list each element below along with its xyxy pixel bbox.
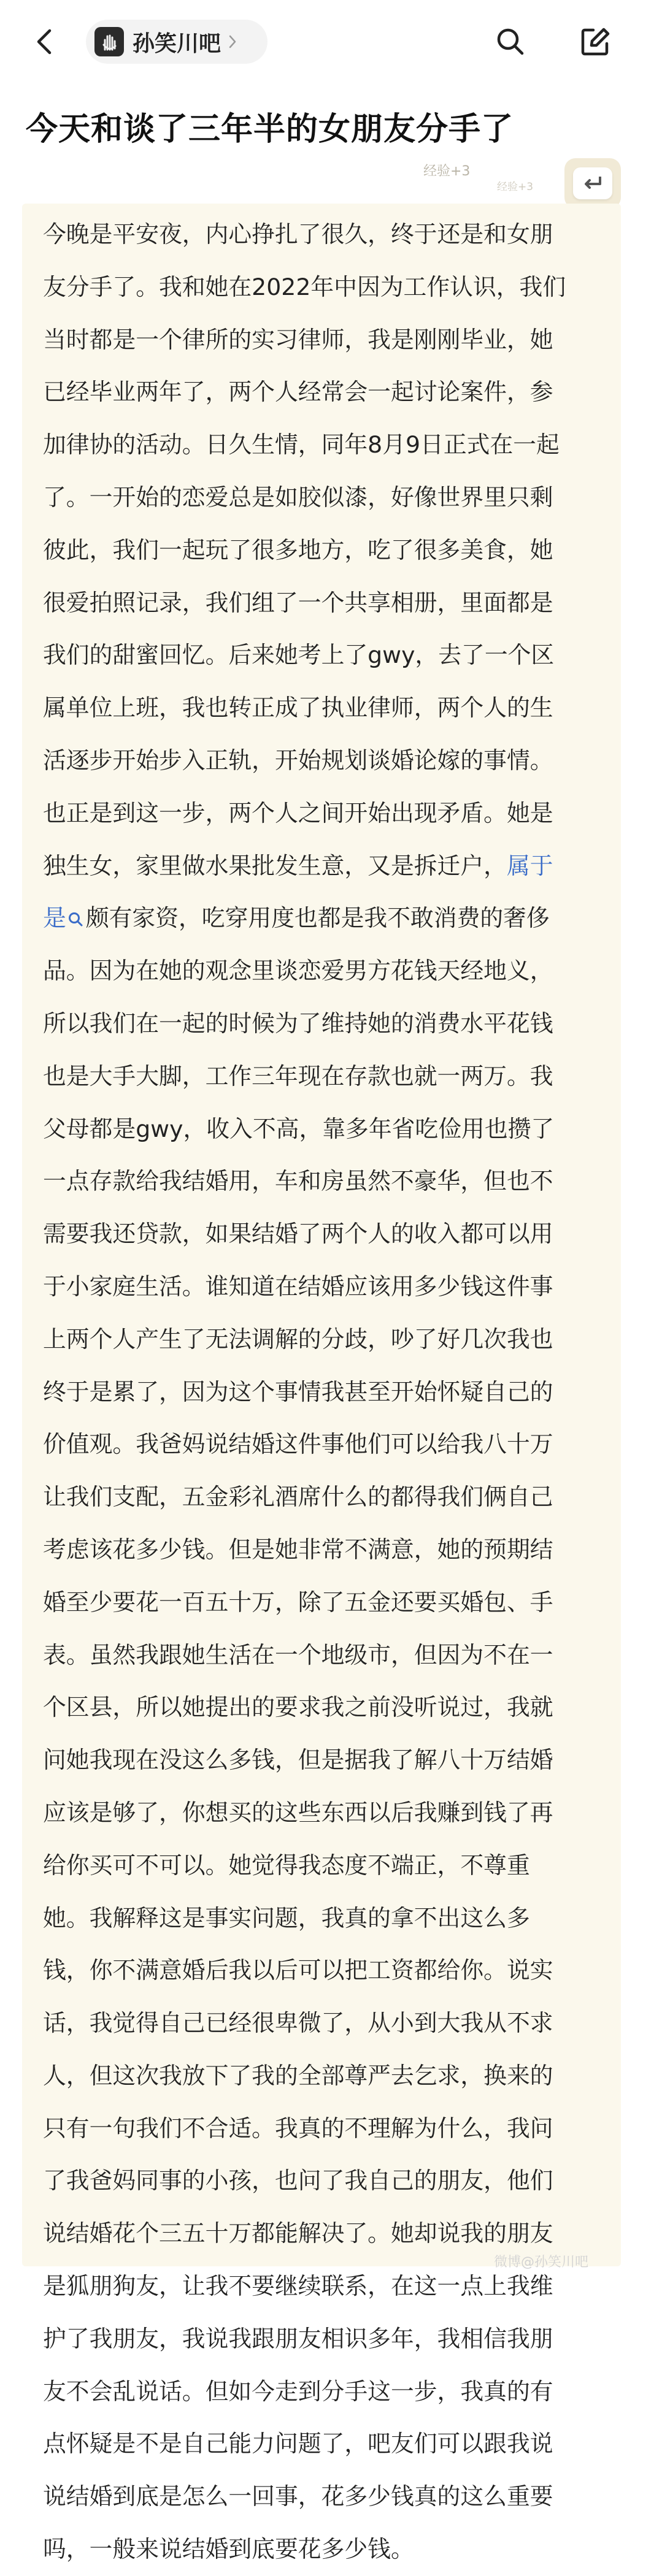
edit-button[interactable]	[575, 22, 615, 61]
forum-entry-button[interactable]	[86, 20, 267, 64]
search-icon	[495, 26, 526, 58]
body-line: 彼此，我们一起玩了很多地方，吃了很多美食，她	[43, 536, 553, 564]
post-title: 今天和谈了三年半的女朋友分手了	[26, 111, 514, 148]
reply-icon-frame	[573, 167, 612, 199]
body-line: 终于是累了，因为这个事情我甚至开始怀疑自己的	[43, 1378, 553, 1405]
body-line: 个区县，所以她提出的要求我之前没听说过，我就	[43, 1694, 553, 1721]
body-line: 于小家庭生活。谁知道在结婚应该用多少钱这件事	[43, 1272, 553, 1300]
experience-gain-label: 经验+3	[423, 164, 471, 179]
keyword-link-continued[interactable]: 是	[43, 904, 66, 932]
forum-avatar	[94, 27, 124, 56]
body-line: 也正是到这一步，两个人之间开始出现矛盾。她是	[43, 799, 553, 827]
chevron-right-icon	[228, 34, 237, 49]
body-line: 问她我现在没这么多钱，但是据我了解八十万结婚	[43, 1746, 553, 1774]
body-line: 应该是够了，你想买的这些东西以后我赚到钱了再	[43, 1798, 553, 1826]
body-line: 友分手了。我和她在2022年中因为工作认识，我们	[43, 273, 566, 300]
body-line: 很爱拍照记录，我们组了一个共享相册，里面都是	[43, 589, 553, 616]
body-line: 点怀疑是不是自己能力问题了，吧友们可以跟我说	[43, 2430, 553, 2458]
body-line: 一点存款给我结婚用，车和房虽然不豪华，但也不	[43, 1168, 553, 1195]
body-line: 说结婚花个三五十万都能解决了。她却说我的朋友	[43, 2220, 553, 2247]
experience-gain-label-small: 经验+3	[497, 181, 534, 193]
body-line: 需要我还贷款，如果结婚了两个人的收入都可以用	[43, 1220, 553, 1248]
body-line: 了我爸妈同事的小孩，也问了我自己的朋友，他们	[43, 2167, 553, 2195]
body-line: 她。我解释这是事实问题，我真的拿不出这么多	[43, 1904, 530, 1932]
body-line: 今晚是平安夜，内心挣扎了很久，终于还是和女朋	[43, 221, 553, 248]
body-line: 给你买可不可以。她觉得我态度不端正，不尊重	[43, 1851, 530, 1879]
body-line: 表。虽然我跟她生活在一个地级市，但因为不在一	[43, 1641, 553, 1668]
body-line: 话，我觉得自己已经很卑微了，从小到大我从不求	[43, 2009, 553, 2037]
body-line: 独生女，家里做水果批发生意，又是拆迁户，属于	[43, 852, 553, 879]
post-body	[22, 204, 621, 2563]
body-line: 说结婚到底是怎么一回事，花多少钱真的这么重要	[43, 2483, 553, 2510]
body-line: 是狐朋狗友，让我不要继续联系，在这一点上我维	[43, 2272, 553, 2300]
body-line: 是 颇有家资，吃穿用度也都是我不敢消费的奢侈	[43, 892, 601, 945]
body-line: 钱，你不满意婚后我以后可以把工资都给你。说实	[43, 1957, 553, 1984]
reply-button[interactable]	[564, 158, 621, 208]
body-line: 上两个人产生了无法调解的分歧，吵了好几次我也	[43, 1325, 553, 1353]
body-line: 考虑该花多少钱。但是她非常不满意，她的预期结	[43, 1535, 553, 1563]
body-line: 父母都是gwy，收入不高，靠多年省吃俭用也攒了	[43, 1115, 555, 1142]
reply-arrow-icon	[580, 174, 605, 193]
search-icon[interactable]	[67, 893, 83, 946]
body-line: 了。一开始的恋爱总是如胶似漆，好像世界里只剩	[43, 483, 553, 511]
search-button[interactable]	[491, 22, 530, 61]
body-line: 已经毕业两年了，两个人经常会一起讨论案件，参	[43, 378, 553, 406]
edit-pencil-icon	[579, 25, 612, 58]
watermark: 微博@孙笑川吧	[494, 2255, 589, 2270]
body-line: 活逐步开始步入正轨，开始规划谈婚论嫁的事情。	[43, 746, 553, 774]
body-line: 只有一句我们不合适。我真的不理解为什么，我问	[43, 2114, 553, 2142]
body-line: 友不会乱说话。但如今走到分手这一步，我真的有	[43, 2377, 553, 2405]
body-line: 价值观。我爸妈说结婚这件事他们可以给我八十万	[43, 1431, 553, 1458]
body-line: 婚至少要花一百五十万，除了五金还要买婚包、手	[43, 1588, 553, 1616]
back-button[interactable]	[25, 22, 64, 61]
body-line: 品。因为在她的观念里谈恋爱男方花钱天经地义，	[43, 957, 553, 985]
hand-logo-icon	[99, 31, 120, 52]
body-line: 也是大手大脚，工作三年现在存款也就一两万。我	[43, 1062, 553, 1090]
body-line: 我们的甜蜜回忆。后来她考上了gwy，去了一个区	[43, 641, 555, 669]
top-navigation-bar	[0, 0, 662, 83]
body-line: 人，但这次我放下了我的全部尊严去乞求，换来的	[43, 2062, 553, 2089]
back-arrow-icon	[34, 27, 55, 56]
body-line: 属单位上班，我也转正成了执业律师，两个人的生	[43, 694, 553, 722]
forum-name: 孙笑川吧	[133, 31, 221, 56]
body-line: 让我们支配，五金彩礼酒席什么的都得我们俩自己	[43, 1483, 553, 1511]
body-line: 所以我们在一起的时候为了维持她的消费水平花钱	[43, 1009, 553, 1037]
body-line: 当时都是一个律所的实习律师，我是刚刚毕业，她	[43, 326, 553, 353]
keyword-link[interactable]: 属于	[506, 852, 553, 879]
body-line: 吗，一般来说结婚到底要花多少钱。	[43, 2536, 414, 2563]
body-line: 加律协的活动。日久生情，同年8月9日正式在一起	[43, 431, 560, 459]
body-line: 护了我朋友，我说我跟朋友相识多年，我相信我朋	[43, 2325, 553, 2352]
